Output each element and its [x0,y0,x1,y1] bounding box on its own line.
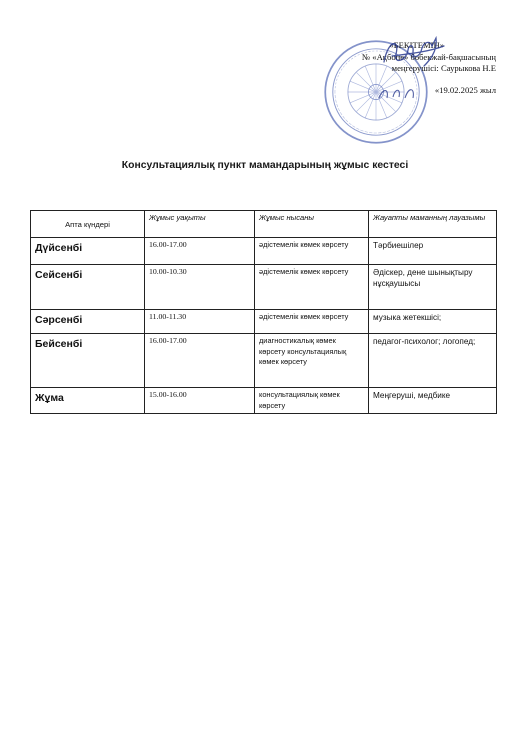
cell-time: 15.00-16.00 [145,388,255,414]
table-row [31,310,497,334]
cell-time: 10.00-10.30 [145,265,255,310]
cell-type: диагностикалық көмек көрсету консультациялық көмек көрсету [255,334,369,388]
cell-responsible: Меңгеруші, медбике [369,388,497,414]
header-work-form: Жұмыс нысаны [255,211,369,238]
cell-time: 11.00-11.30 [145,310,255,334]
schedule-table [30,210,497,414]
cell-day: Бейсенбі [31,334,145,388]
cell-responsible: Тәрбиешілер [369,238,497,265]
table-row [31,334,497,388]
cell-day: Жұма [31,388,145,414]
approval-heading: «БЕКІТЕМІН» [389,40,444,50]
table-row [31,238,497,265]
cell-type: әдістемелік көмек көрсету [255,238,369,265]
signature-icon [378,32,448,72]
cell-time: 16.00-17.00 [145,334,255,388]
header-working-hours: Жұмыс уақыты [145,211,255,238]
cell-day: Сәрсенбі [31,310,145,334]
approval-organization: № «Ақбопе» бөбекжай-бақшасының [361,51,496,62]
handwritten-date-icon [375,82,421,104]
cell-time: 16.00-17.00 [145,238,255,265]
cell-responsible: педагог-психолог; логопед; [369,334,497,388]
table-row [31,265,497,310]
header-weekdays: Апта күндері [31,211,145,238]
header-responsible: Жауапты маманның лауазымы [369,211,497,238]
cell-type: консультациялық көмек көрсету [255,388,369,414]
approval-date: «19.02.2025 жыл [434,84,496,95]
cell-type: әдістемелік көмек көрсету [255,310,369,334]
cell-type: әдістемелік көмек көрсету [255,265,369,310]
cell-day: Сейсенбі [31,265,145,310]
cell-responsible: Әдіскер, дене шынықтыру нұсқаушысы [369,265,497,310]
page-title: Консультациялық пункт мамандарының жұмыс кестесі [121,160,409,171]
table-row [31,388,497,414]
table-header-row [31,211,497,238]
cell-day: Дүйсенбі [31,238,145,265]
approval-head-name: меңгерушісі: Саурыкова Н.Е [391,63,496,73]
cell-responsible: музыка жетекшісі; [369,310,497,334]
